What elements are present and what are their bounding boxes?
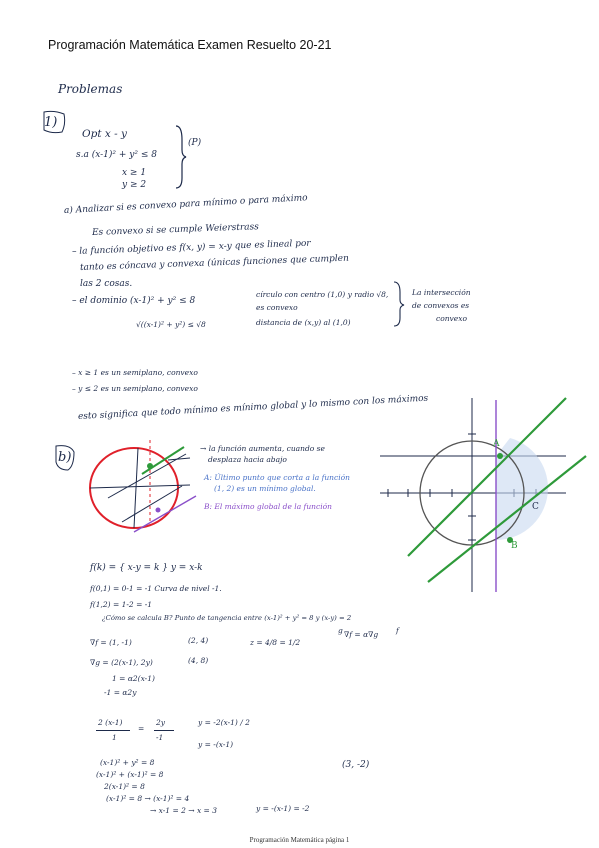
work-line-4-f: f [396,626,399,635]
page-footer: Programación Matemática página 1 [249,836,350,844]
point-B-label: B [511,541,518,551]
objective: Opt x - y [82,128,127,140]
fraction-right-num: 2y [156,718,166,727]
part-a-line1: Es convexo si se cumple Weierstrass [91,222,259,238]
problems-heading: Problemas [58,82,123,96]
fraction-right-den: -1 [156,733,164,742]
work-line-3: f(1,2) = 1-2 = -1 [90,600,153,609]
gradient-g-point: (4, 8) [188,656,209,665]
gradient-g: ∇g = (2(x-1), 2y) [90,658,153,667]
part-a-line2: – la función objetivo es f(x, y) = x-y que es lineal por [71,238,311,257]
note-A-1: A: Último punto que corta a la función [204,473,350,482]
part-a-line4: las 2 cosas. [80,279,133,289]
note-A-2: (1, 2) es un mínimo global. [214,484,316,493]
halfplane-1: – x ≥ 1 es un semiplano, convexo [72,368,198,377]
distance-formula: √((x-1)² + y²) ≤ √8 [136,320,206,329]
solve-6: y = -(x-1) = -2 [256,804,310,813]
work-line-1: f(k) = { x-y = k } y = x-k [90,563,203,573]
constraint-circle: s.a (x-1)² + y² ≤ 8 [76,150,157,160]
work-line-4: ¿Cómo se calcula B? Punto de tangencia entre (x-1)² + y² = 8 y (x-y) = 2 [102,614,352,622]
part-a-line3: tanto es cóncava y convexa (únicas funciones que cumplen [79,253,349,273]
part-b-label: b) [58,450,72,465]
solve-1: (x-1)² + y² = 8 [100,758,155,767]
y-equation-1: y = -2(x-1) / 2 [198,718,250,727]
part-a-domain: – el dominio (x-1)² + y² ≤ 8 [72,296,196,306]
fraction-equals: = [138,724,145,733]
alpha-equation: z = 4/8 = 1/2 [250,638,301,647]
intersection-1: La intersección [412,288,471,297]
note-black-2: desplaza hacia abajo [208,455,287,464]
page-title: Programación Matemática Examen Resuelto 20-21 [48,38,332,52]
note-B: B: El máximo global de la función [204,502,332,511]
circle-note: círculo con centro (1,0) y radio √8, [256,290,389,299]
conclusion: esto significa que todo mínimo es mínimo global y lo mismo con los máximos [77,393,429,422]
gradient-f-point: (2, 4) [188,636,209,645]
halfplane-2: – y ≤ 2 es un semiplano, convexo [72,384,198,393]
work-line-2: f(0,1) = 0-1 = -1 Curva de nivel -1. [90,584,222,593]
solve-4: (x-1)² = 8 → (x-1)² = 4 [106,794,190,803]
fraction-left-bar [96,730,130,731]
gradient-f: ∇f = (1, -1) [90,638,132,647]
problem-number: 1) [44,115,58,130]
constraint-y: y ≥ 2 [122,180,147,190]
distance-note: distancia de (x,y) al (1,0) [256,318,351,327]
intersection-2: de convexos es [412,301,470,310]
fraction-right-bar [154,730,174,731]
fraction-left-den: 1 [112,733,117,742]
lagrange-equation: ∇f = α∇g [344,630,379,639]
work-line-4-g: g [338,626,343,635]
note-black-1: → la función aumenta, cuando se [200,444,325,453]
intersection-3: convexo [436,314,467,323]
y-equation-2: y = -(x-1) [198,740,234,749]
point-C-label: C [532,502,539,512]
solve-5: → x-1 = 2 → x = 3 [150,806,218,815]
fraction-left-num: 2 (x-1) [98,718,123,727]
solve-3: 2(x-1)² = 8 [104,782,145,791]
circle-note-2: es convexo [256,303,298,312]
result-point: (3, -2) [342,760,370,770]
point-A-label: A [493,439,500,449]
equation-1: 1 = α2(x-1) [112,674,155,683]
constraint-x: x ≥ 1 [122,168,147,178]
part-a-heading: a) Analizar si es convexo para mínimo o para máximo [63,193,308,216]
problem-label-P: (P) [188,138,202,148]
solve-2: (x-1)² + (x-1)² = 8 [96,770,164,779]
equation-2: -1 = α2y [104,688,137,697]
